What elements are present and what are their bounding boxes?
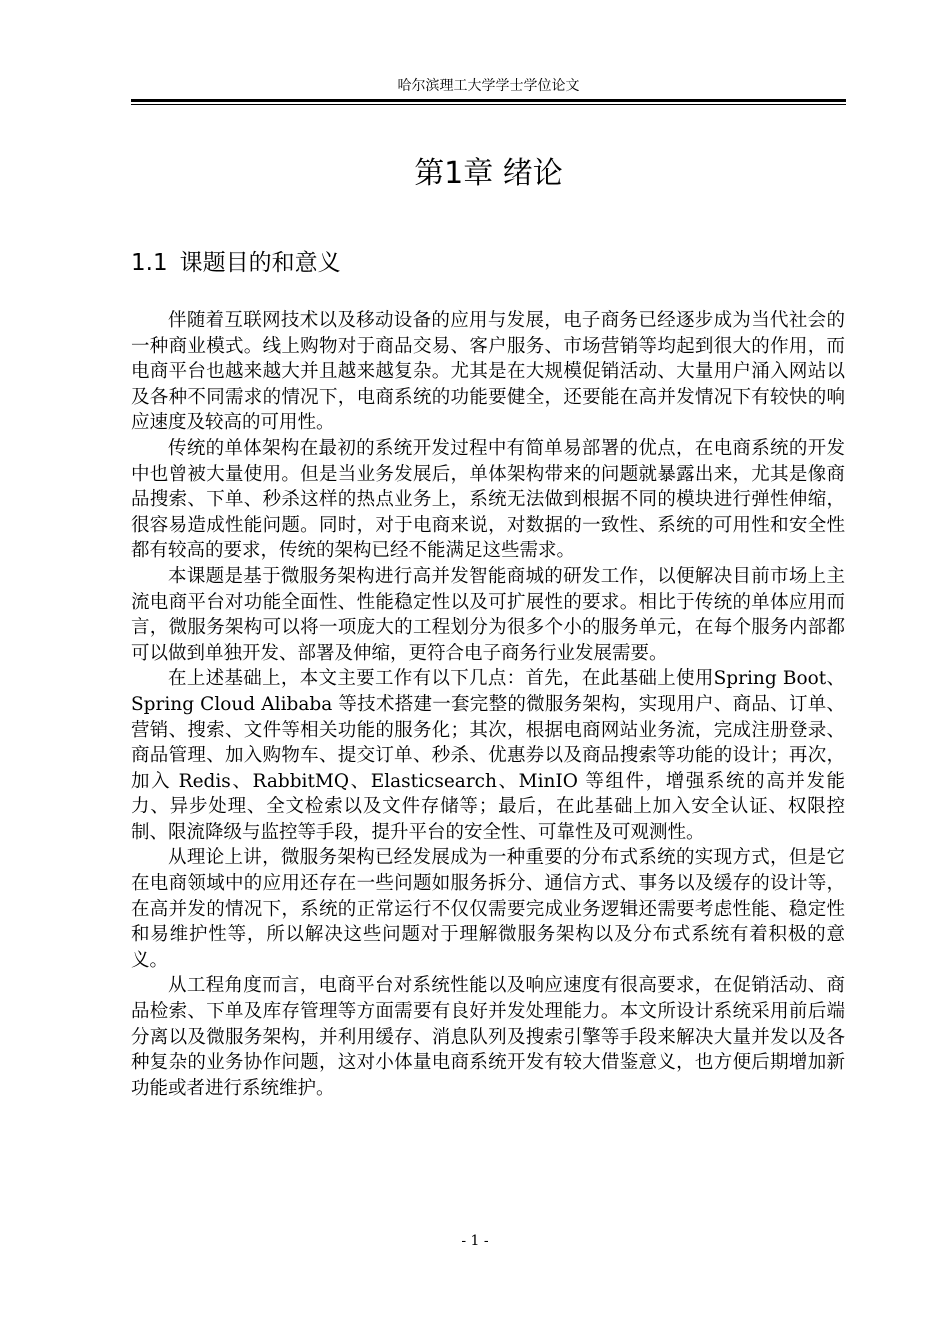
paragraph-6: 从工程角度而言，电商平台对系统性能以及响应速度有很高要求，在促销活动、商品检索、下单及库存管理等方面需要有良好并发处理能力。本文所设计系统采用前后端分离以及微服务架构，并利用缓存、消息队列及搜索引擎等手段来解决大量并发以及各种复杂的业务协作问题，这对小体量电商系统开发有较大借鉴意义，也方便后期增加新功能或者进行系统维护。 <box>131 975 845 1099</box>
section-title: 课题目的和意义 <box>179 250 341 276</box>
chapter-title: 第1章 绪论 <box>414 156 563 191</box>
running-header: 哈尔滨理工大学学士学位论文 <box>397 78 580 94</box>
page-number: - 1 - <box>461 1233 489 1249</box>
paragraph-1: 伴随着互联网技术以及移动设备的应用与发展，电子商务已经逐步成为当代社会的一种商业模式。线上购物对于商品交易、客户服务、市场营销等均起到很大的作用，而电商平台也越来越大并且越来越复杂。尤其是在大规模促销活动、大量用户涌入网站以及各种不同需求的情况下，电商系统的功能要健全，还要能在高并发情况下有较快的响应速度及较高的可用性。 <box>131 310 845 434</box>
section-number: 1.1 <box>131 250 168 276</box>
paragraph-5: 从理论上讲，微服务架构已经发展成为一种重要的分布式系统的实现方式，但是它在电商领域中的应用还存在一些问题如服务拆分、通信方式、事务以及缓存的设计等，在高并发的情况下，系统的正常运行不仅仅需要完成业务逻辑还需要考虑性能、稳定性和易维护性等，所以解决这些问题对于理解微服务架构以及分布式系统有着积极的意义。 <box>131 847 845 971</box>
body-text <box>131 308 845 1101</box>
paragraph-4: 在上述基础上，本文主要工作有以下几点：首先，在此基础上使用Spring Boot、Spring Cloud Alibaba 等技术搭建一套完整的微服务架构，实现用户、商品、订单、营销、搜索、文件等相关功能的服务化；其次，根据电商网站业务流，完成注册登录、商品管理、加入购物车、提交订单、秒杀、优惠券以及商品搜索等功能的设计；再次，加入 Redis、RabbitMQ、Elasticsearch、MinIO 等组件，增强系统的高并发能力、异步处理、全文检索以及文件存储等；最后，在此基础上加入安全认证、权限控制、限流降级与监控等手段，提升平台的安全性、可靠性及可观测性。 <box>131 668 845 843</box>
section-heading <box>131 245 341 281</box>
header-rule-thick <box>131 99 846 102</box>
header-rule-thin <box>131 104 846 105</box>
paragraph-2: 传统的单体架构在最初的系统开发过程中有简单易部署的优点，在电商系统的开发中也曾被大量使用。但是当业务发展后，单体架构带来的问题就暴露出来，尤其是像商品搜索、下单、秒杀这样的热点业务上，系统无法做到根据不同的模块进行弹性伸缩，很容易造成性能问题。同时，对于电商来说，对数据的一致性、系统的可用性和安全性都有较高的要求，传统的架构已经不能满足这些需求。 <box>131 437 845 562</box>
paragraph-3: 本课题是基于微服务架构进行高并发智能商城的研发工作，以便解决目前市场上主流电商平台对功能全面性、性能稳定性以及可扩展性的要求。相比于传统的单体应用而言，微服务架构可以将一项庞大的工程划分为很多个小的服务单元，在每个服务内部都可以做到单独开发、部署及伸缩，更符合电子商务行业发展需要。 <box>131 565 845 664</box>
